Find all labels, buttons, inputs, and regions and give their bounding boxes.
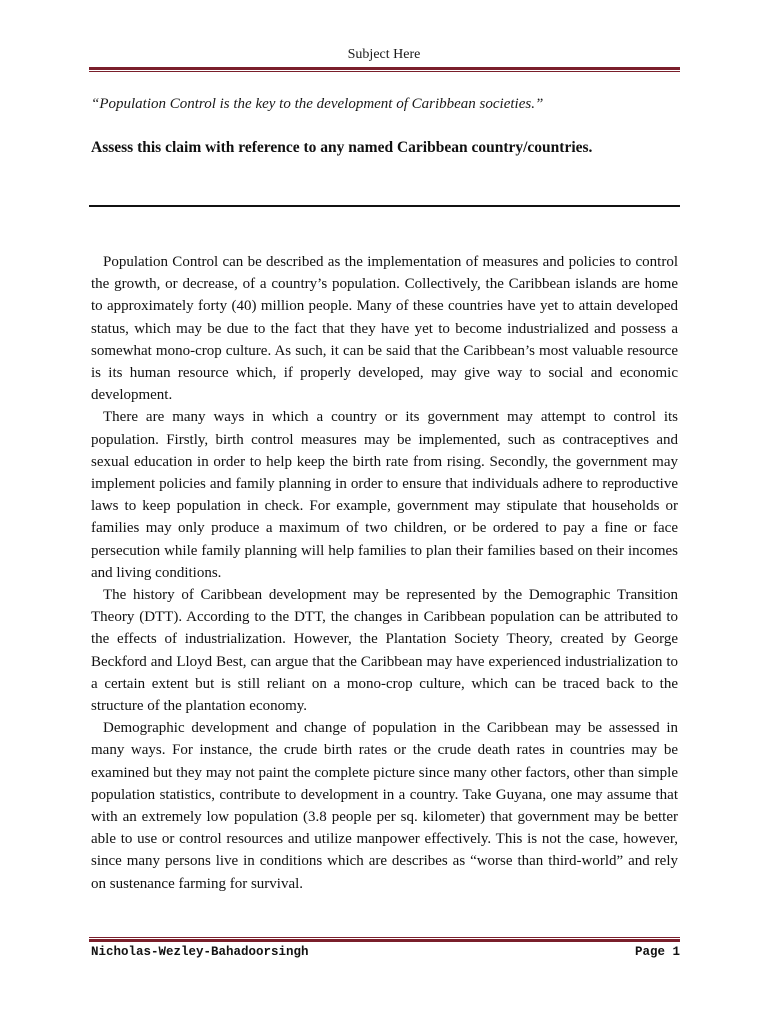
essay-paragraph: Demographic development and change of population in the Caribbean may be assessed in many ways. For instance, the crude birth rates or the crude death rates in countries may be examined but they may not paint the complete picture since many other factors, other than simple population statistics, contribute to development in a country. Take Guyana, one may assume that with an extremely low population (3.8 people per sq. kilometer) that government may be better able to use or control resources and utilize manpower effectively. This is not the case, however, since many persons live in conditions which are describes as “worse than third-world” and rely on sustenance farming for survival. xyxy=(91,720,678,892)
header-rule xyxy=(89,67,680,72)
question-divider xyxy=(89,205,680,207)
essay-question: Assess this claim with reference to any named Caribbean country/countries. xyxy=(91,139,593,156)
page-header-subject: Subject Here xyxy=(347,47,421,62)
essay-paragraph: Population Control can be described as the implementation of measures and policies to control the growth, or decrease, of a country’s population. Collectively, the Caribbean islands are home to approximately forty (40) million people. Many of these countries have yet to attain developed status, which may be due to the fact that they have yet to become industrialized and possess a somewhat mono-crop culture. As such, it can be said that the Caribbean’s most valuable resource is its human resource which, if properly developed, may give way to social and economic development. xyxy=(91,254,678,404)
footer-rule xyxy=(89,937,680,942)
essay-paragraph: The history of Caribbean development may be represented by the Demographic Transition Theory (DTT). According to the DTT, the changes in Caribbean population can be attributed to the effects of industrialization. However, the Plantation Society Theory, created by George Beckford and Lloyd Best, can argue that the Caribbean may have experienced industrialization to a certain extent but is still reliant on a mono-crop culture, which can be traced back to the structure of the plantation economy. xyxy=(91,587,678,715)
footer-page-number: Page 1 xyxy=(634,945,680,959)
footer-author: Nicholas-Wezley-Bahadoorsingh xyxy=(91,945,309,959)
essay-quote: “Population Control is the key to the development of Caribbean societies.” xyxy=(91,96,544,112)
essay-body xyxy=(91,251,678,895)
essay-paragraph: There are many ways in which a country or its government may attempt to control its population. Firstly, birth control measures may be implemented, such as contraceptives and sexual education in order to help keep the birth rate from rising. Secondly, the government may implement policies and family planning in order to ensure that individuals adhere to reproductive laws to keep population in check. For example, government may stipulate that households or families may only produce a maximum of two children, or be ordered to pay a fine or face persecution while family planning will help families to plan their families based on their incomes and living conditions. xyxy=(91,409,678,581)
